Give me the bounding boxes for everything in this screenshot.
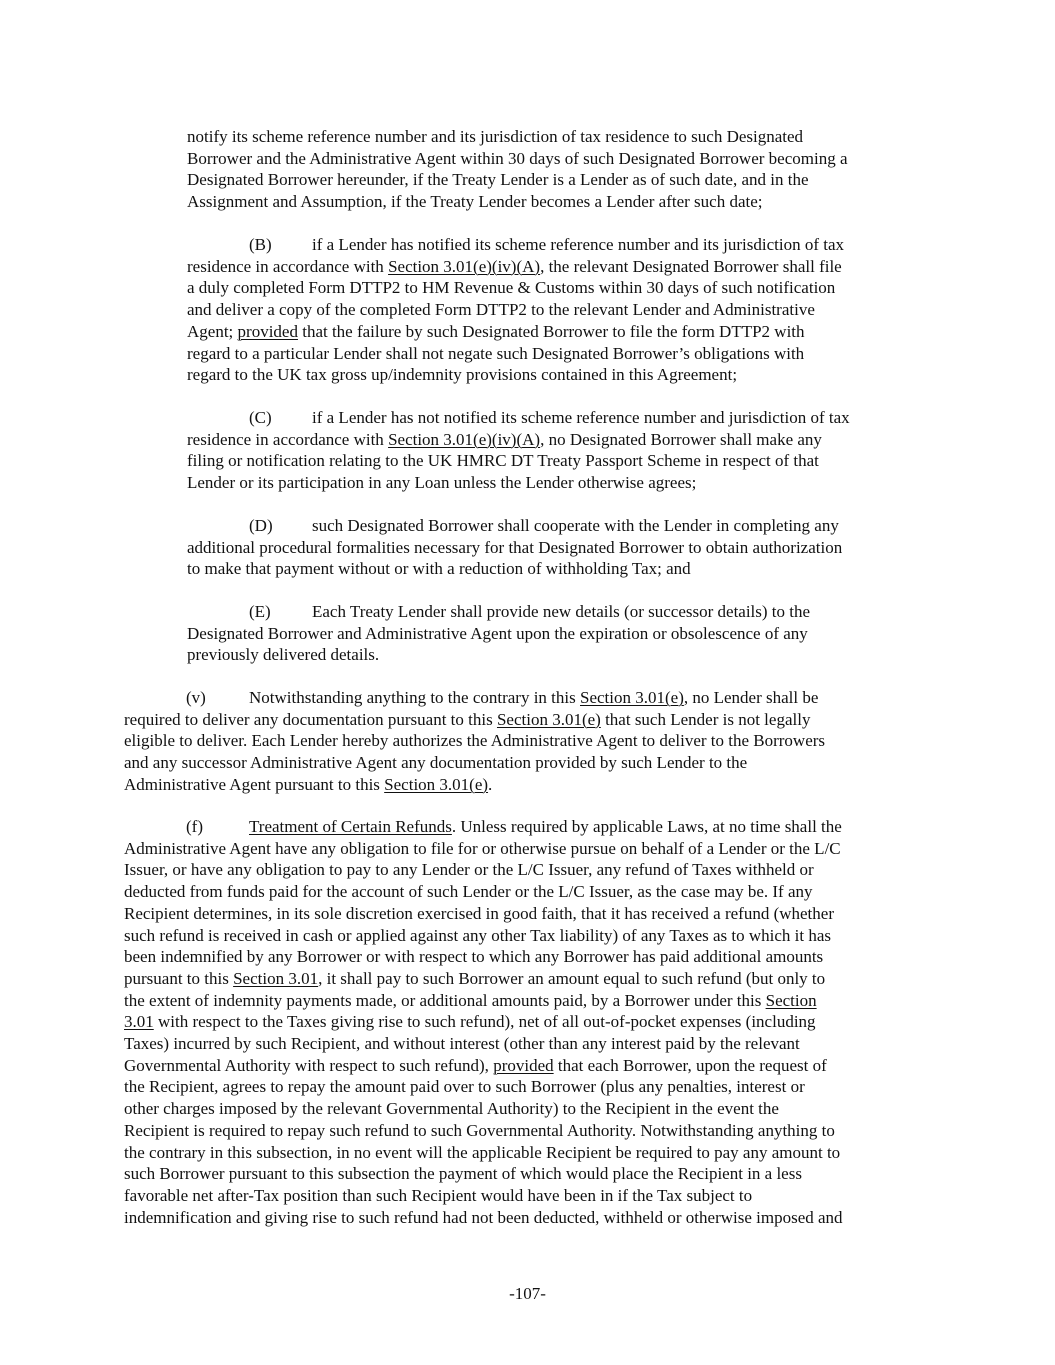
- text-run: .: [488, 774, 493, 794]
- text-line: [124, 1055, 934, 1077]
- text-run: that each Borrower, upon the request of: [553, 1055, 827, 1075]
- text-line: [124, 1011, 934, 1033]
- text-run: Borrower and the Administrative Agent within 30 days of such Designated Borrower becoming a: [187, 148, 848, 168]
- paragraph-label: (D): [249, 516, 273, 535]
- text-line: [124, 752, 934, 774]
- text-run: Designated Borrower hereunder, if the Treaty Lender is a Lender as of such date, and in the: [187, 170, 809, 190]
- text-run: regard to the UK tax gross up/indemnity provisions contained in this Agreement;: [187, 365, 738, 385]
- text-run: Administrative Agent have any obligation to file for or otherwise pursue on behalf of a Lender or the L/C: [124, 838, 841, 858]
- text-run: Designated Borrower and Administrative Agent upon the expiration or obsolescence of any: [187, 623, 808, 643]
- text-run: such refund is received in cash or applied against any other Tax liability) of any Taxes as to which it has: [124, 925, 832, 945]
- text-line: [187, 429, 922, 451]
- text-run: if a Lender has notified its scheme reference number and its jurisdiction of tax: [312, 235, 845, 254]
- text-run: , no Lender shall be: [683, 688, 819, 707]
- paragraph-B: [187, 234, 922, 386]
- text-line: [124, 774, 934, 796]
- section-reference: Section 3.01(e): [580, 688, 684, 707]
- text-run: that such Lender is not legally: [600, 709, 811, 729]
- text-line: [124, 968, 934, 990]
- section-reference: Section 3.01: [233, 968, 319, 988]
- text-line: [124, 1120, 934, 1142]
- text-run: deducted from funds paid for the account of such Lender or the L/C Issuer, as the case may be. If any: [124, 882, 813, 902]
- text-line: [124, 709, 934, 731]
- text-run: if a Lender has not notified its scheme reference number and jurisdiction of tax: [312, 408, 850, 427]
- text-line: [187, 364, 922, 386]
- text-run: Agent;: [187, 321, 238, 341]
- text-line: [124, 990, 934, 1012]
- text-run: Recipient is required to repay such refund to such Governmental Authority. Notwithstanding anything to: [124, 1120, 835, 1140]
- paragraph-E: [187, 601, 922, 666]
- text-run: the contrary in this subsection, in no event will the applicable Recipient be required to pay any amount to: [124, 1142, 841, 1162]
- text-run: indemnification and giving rise to such refund had not been deducted, withheld or otherwise imposed and: [124, 1207, 843, 1227]
- section-reference: Section 3.01(e)(iv)(A): [388, 256, 541, 276]
- paragraph-v: [124, 687, 934, 796]
- text-run: , the relevant Designated Borrower shall file: [540, 256, 842, 276]
- text-run: with respect to the Taxes giving rise to such refund), net of all out-of-pocket expenses (including: [153, 1012, 816, 1032]
- section-reference: Section: [765, 990, 817, 1010]
- section-reference: provided: [493, 1055, 554, 1075]
- text-run: residence in accordance with: [187, 429, 389, 449]
- paragraph-label: (E): [249, 602, 271, 621]
- text-line: [187, 299, 922, 321]
- text-line: [124, 925, 934, 947]
- text-run: and any successor Administrative Agent any documentation provided by such Lender to the: [124, 753, 748, 773]
- section-reference: provided: [237, 321, 298, 341]
- text-run: Recipient determines, in its sole discretion exercised in good faith, that it has received a refund (whether: [124, 903, 834, 923]
- text-line: [124, 1142, 934, 1164]
- text-run: , it shall pay to such Borrower an amount equal to such refund (but only to: [318, 968, 826, 988]
- text-run: that the failure by such Designated Borrower to file the form DTTP2 with: [297, 321, 805, 341]
- text-run: eligible to deliver. Each Lender hereby authorizes the Administrative Agent to deliver to the Borrowers: [124, 731, 826, 751]
- page-number: -107-: [509, 1284, 546, 1303]
- text-line: [124, 730, 934, 752]
- paragraph-label: (C): [249, 408, 272, 427]
- text-run: . Unless required by applicable Laws, at no time shall the: [451, 817, 842, 836]
- text-line: [187, 234, 922, 256]
- text-line: [124, 838, 934, 860]
- text-line: [124, 859, 934, 881]
- text-run: Taxes) incurred by such Recipient, and without interest (other than any interest paid by the relevant: [124, 1034, 800, 1054]
- text-line: [187, 472, 922, 494]
- section-reference: Section 3.01(e): [496, 709, 601, 729]
- text-run: such Borrower pursuant to this subsection the payment of which would place the Recipient in a less: [124, 1164, 802, 1184]
- text-run: been indemnified by any Borrower or with respect to which any Borrower has paid additional amounts: [124, 947, 824, 967]
- text-line: [124, 1185, 934, 1207]
- text-run: , no Designated Borrower shall make any: [540, 429, 822, 449]
- text-run: filing or notification relating to the UK HMRC DT Treaty Passport Scheme in respect of that: [187, 451, 819, 471]
- text-line: [187, 537, 922, 559]
- text-line: [124, 903, 934, 925]
- section-reference: Treatment of Certain Refunds: [249, 817, 452, 836]
- text-line: [124, 946, 934, 968]
- text-run: Each Treaty Lender shall provide new details (or successor details) to the: [312, 602, 811, 621]
- section-reference: 3.01: [124, 1012, 154, 1032]
- paragraph-D: [187, 515, 922, 580]
- text-line: [187, 558, 922, 580]
- text-line: [187, 644, 922, 666]
- text-run: Assignment and Assumption, if the Treaty Lender becomes a Lender after such date;: [187, 192, 763, 212]
- text-line: [187, 126, 932, 148]
- text-line: [187, 169, 932, 191]
- text-line: [187, 191, 932, 213]
- text-line: [124, 816, 934, 838]
- text-line: [124, 1163, 934, 1185]
- text-run: residence in accordance with: [187, 256, 389, 276]
- section-reference: Section 3.01(e): [384, 774, 489, 794]
- text-line: [187, 450, 922, 472]
- text-run: Lender or its participation in any Loan unless the Lender otherwise agrees;: [187, 473, 697, 493]
- text-line: [124, 1207, 934, 1229]
- section-reference: Section 3.01(e)(iv)(A): [388, 429, 541, 449]
- text-run: previously delivered details.: [187, 645, 380, 665]
- text-run: Issuer, or have any obligation to pay to any Lender or the L/C Issuer, any refund of Taxes withheld or: [124, 860, 814, 880]
- text-run: regard to a particular Lender shall not negate such Designated Borrower’s obligations with: [187, 343, 805, 363]
- text-run: additional procedural formalities necessary for that Designated Borrower to obtain authorization: [187, 537, 843, 557]
- text-run: Notwithstanding anything to the contrary in this: [249, 688, 580, 707]
- text-line: [187, 601, 922, 623]
- text-line: [124, 687, 934, 709]
- text-run: the Recipient, agrees to repay the amount paid over to such Borrower (plus any penalties, interest or: [124, 1077, 805, 1097]
- paragraph-continuation: [187, 126, 932, 213]
- paragraph-C: [187, 407, 922, 494]
- text-line: [187, 343, 922, 365]
- text-run: to make that payment without or with a reduction of withholding Tax; and: [187, 559, 691, 579]
- text-line: [187, 256, 922, 278]
- text-line: [124, 881, 934, 903]
- text-line: [124, 1033, 934, 1055]
- paragraph-f: [124, 816, 934, 1228]
- text-run: such Designated Borrower shall cooperate with the Lender in completing any: [312, 516, 839, 535]
- paragraph-label: (f): [186, 817, 203, 836]
- text-line: [187, 623, 922, 645]
- text-line: [187, 407, 922, 429]
- text-run: required to deliver any documentation pursuant to this: [124, 709, 497, 729]
- text-run: Administrative Agent pursuant to this: [124, 774, 385, 794]
- text-line: [187, 148, 932, 170]
- text-run: and deliver a copy of the completed Form DTTP2 to the relevant Lender and Administrative: [187, 300, 815, 320]
- text-line: [187, 277, 922, 299]
- text-line: [124, 1098, 934, 1120]
- text-run: the extent of indemnity payments made, or additional amounts paid, by a Borrower under this: [124, 990, 766, 1010]
- text-line: [187, 321, 922, 343]
- text-run: favorable net after-Tax position than such Recipient would have been in if the Tax subject to: [124, 1185, 753, 1205]
- text-run: notify its scheme reference number and its jurisdiction of tax residence to such Designated: [187, 127, 804, 146]
- text-run: Governmental Authority with respect to such refund),: [124, 1055, 494, 1075]
- text-run: other charges imposed by the relevant Governmental Authority) to the Recipient in the event the: [124, 1099, 779, 1119]
- text-line: [187, 515, 922, 537]
- text-run: pursuant to this: [124, 968, 234, 988]
- text-line: [124, 1076, 934, 1098]
- paragraph-label: (v): [186, 688, 206, 707]
- paragraph-label: (B): [249, 235, 272, 254]
- text-run: a duly completed Form DTTP2 to HM Revenue & Customs within 30 days of such notification: [187, 278, 836, 298]
